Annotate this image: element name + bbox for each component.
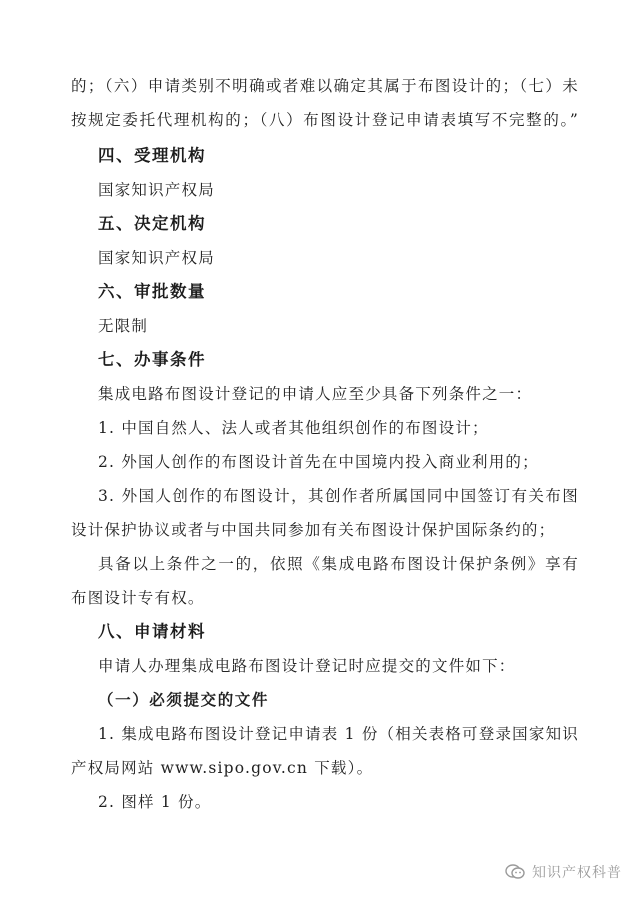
condition-item: 2. 外国人创作的布图设计首先在中国境内投入商业利用的； bbox=[98, 453, 539, 471]
paragraph-line: 的；（六）申请类别不明确或者难以确定其属于布图设计的；（七）未 bbox=[71, 77, 579, 95]
watermark-label: 知识产权科普 bbox=[532, 865, 622, 881]
section-heading-6: 六、审批数量 bbox=[98, 282, 206, 301]
material-item: 2. 图样 1 份。 bbox=[98, 793, 212, 811]
section-heading-5: 五、决定机构 bbox=[98, 214, 206, 233]
condition-item: 3. 外国人创作的布图设计，其创作者所属国同中国签订有关布图 bbox=[98, 487, 579, 505]
section-body-6: 无限制 bbox=[98, 317, 149, 335]
material-item: 1. 集成电路布图设计登记申请表 1 份（相关表格可登录国家知识 bbox=[98, 725, 579, 743]
wechat-channel-icon bbox=[504, 863, 526, 881]
paragraph-line: 具备以上条件之一的，依照《集成电路布图设计保护条例》享有 bbox=[98, 555, 579, 573]
section-heading-4: 四、受理机构 bbox=[98, 146, 206, 165]
paragraph-line: 按规定委托代理机构的；（八）布图设计登记申请表填写不完整的。” bbox=[71, 111, 579, 129]
condition-item: 1. 中国自然人、法人或者其他组织创作的布图设计； bbox=[98, 419, 489, 437]
section-heading-7: 七、办事条件 bbox=[98, 350, 206, 369]
paragraph-line: 布图设计专有权。 bbox=[71, 589, 205, 607]
material-item-continued: 产权局网站 www.sipo.gov.cn 下载）。 bbox=[71, 759, 374, 777]
condition-item-continued: 设计保护协议或者与中国共同参加有关布图设计保护国际条约的； bbox=[71, 521, 556, 539]
section-intro-8: 申请人办理集成电路布图设计登记时应提交的文件如下： bbox=[98, 657, 516, 675]
section-intro-7: 集成电路布图设计登记的申请人应至少具备下列条件之一： bbox=[98, 385, 533, 403]
section-heading-8: 八、申请材料 bbox=[98, 622, 206, 641]
watermark bbox=[504, 862, 622, 882]
subsection-heading: （一）必须提交的文件 bbox=[98, 690, 270, 709]
section-body-4: 国家知识产权局 bbox=[98, 181, 215, 199]
section-body-5: 国家知识产权局 bbox=[98, 249, 215, 267]
